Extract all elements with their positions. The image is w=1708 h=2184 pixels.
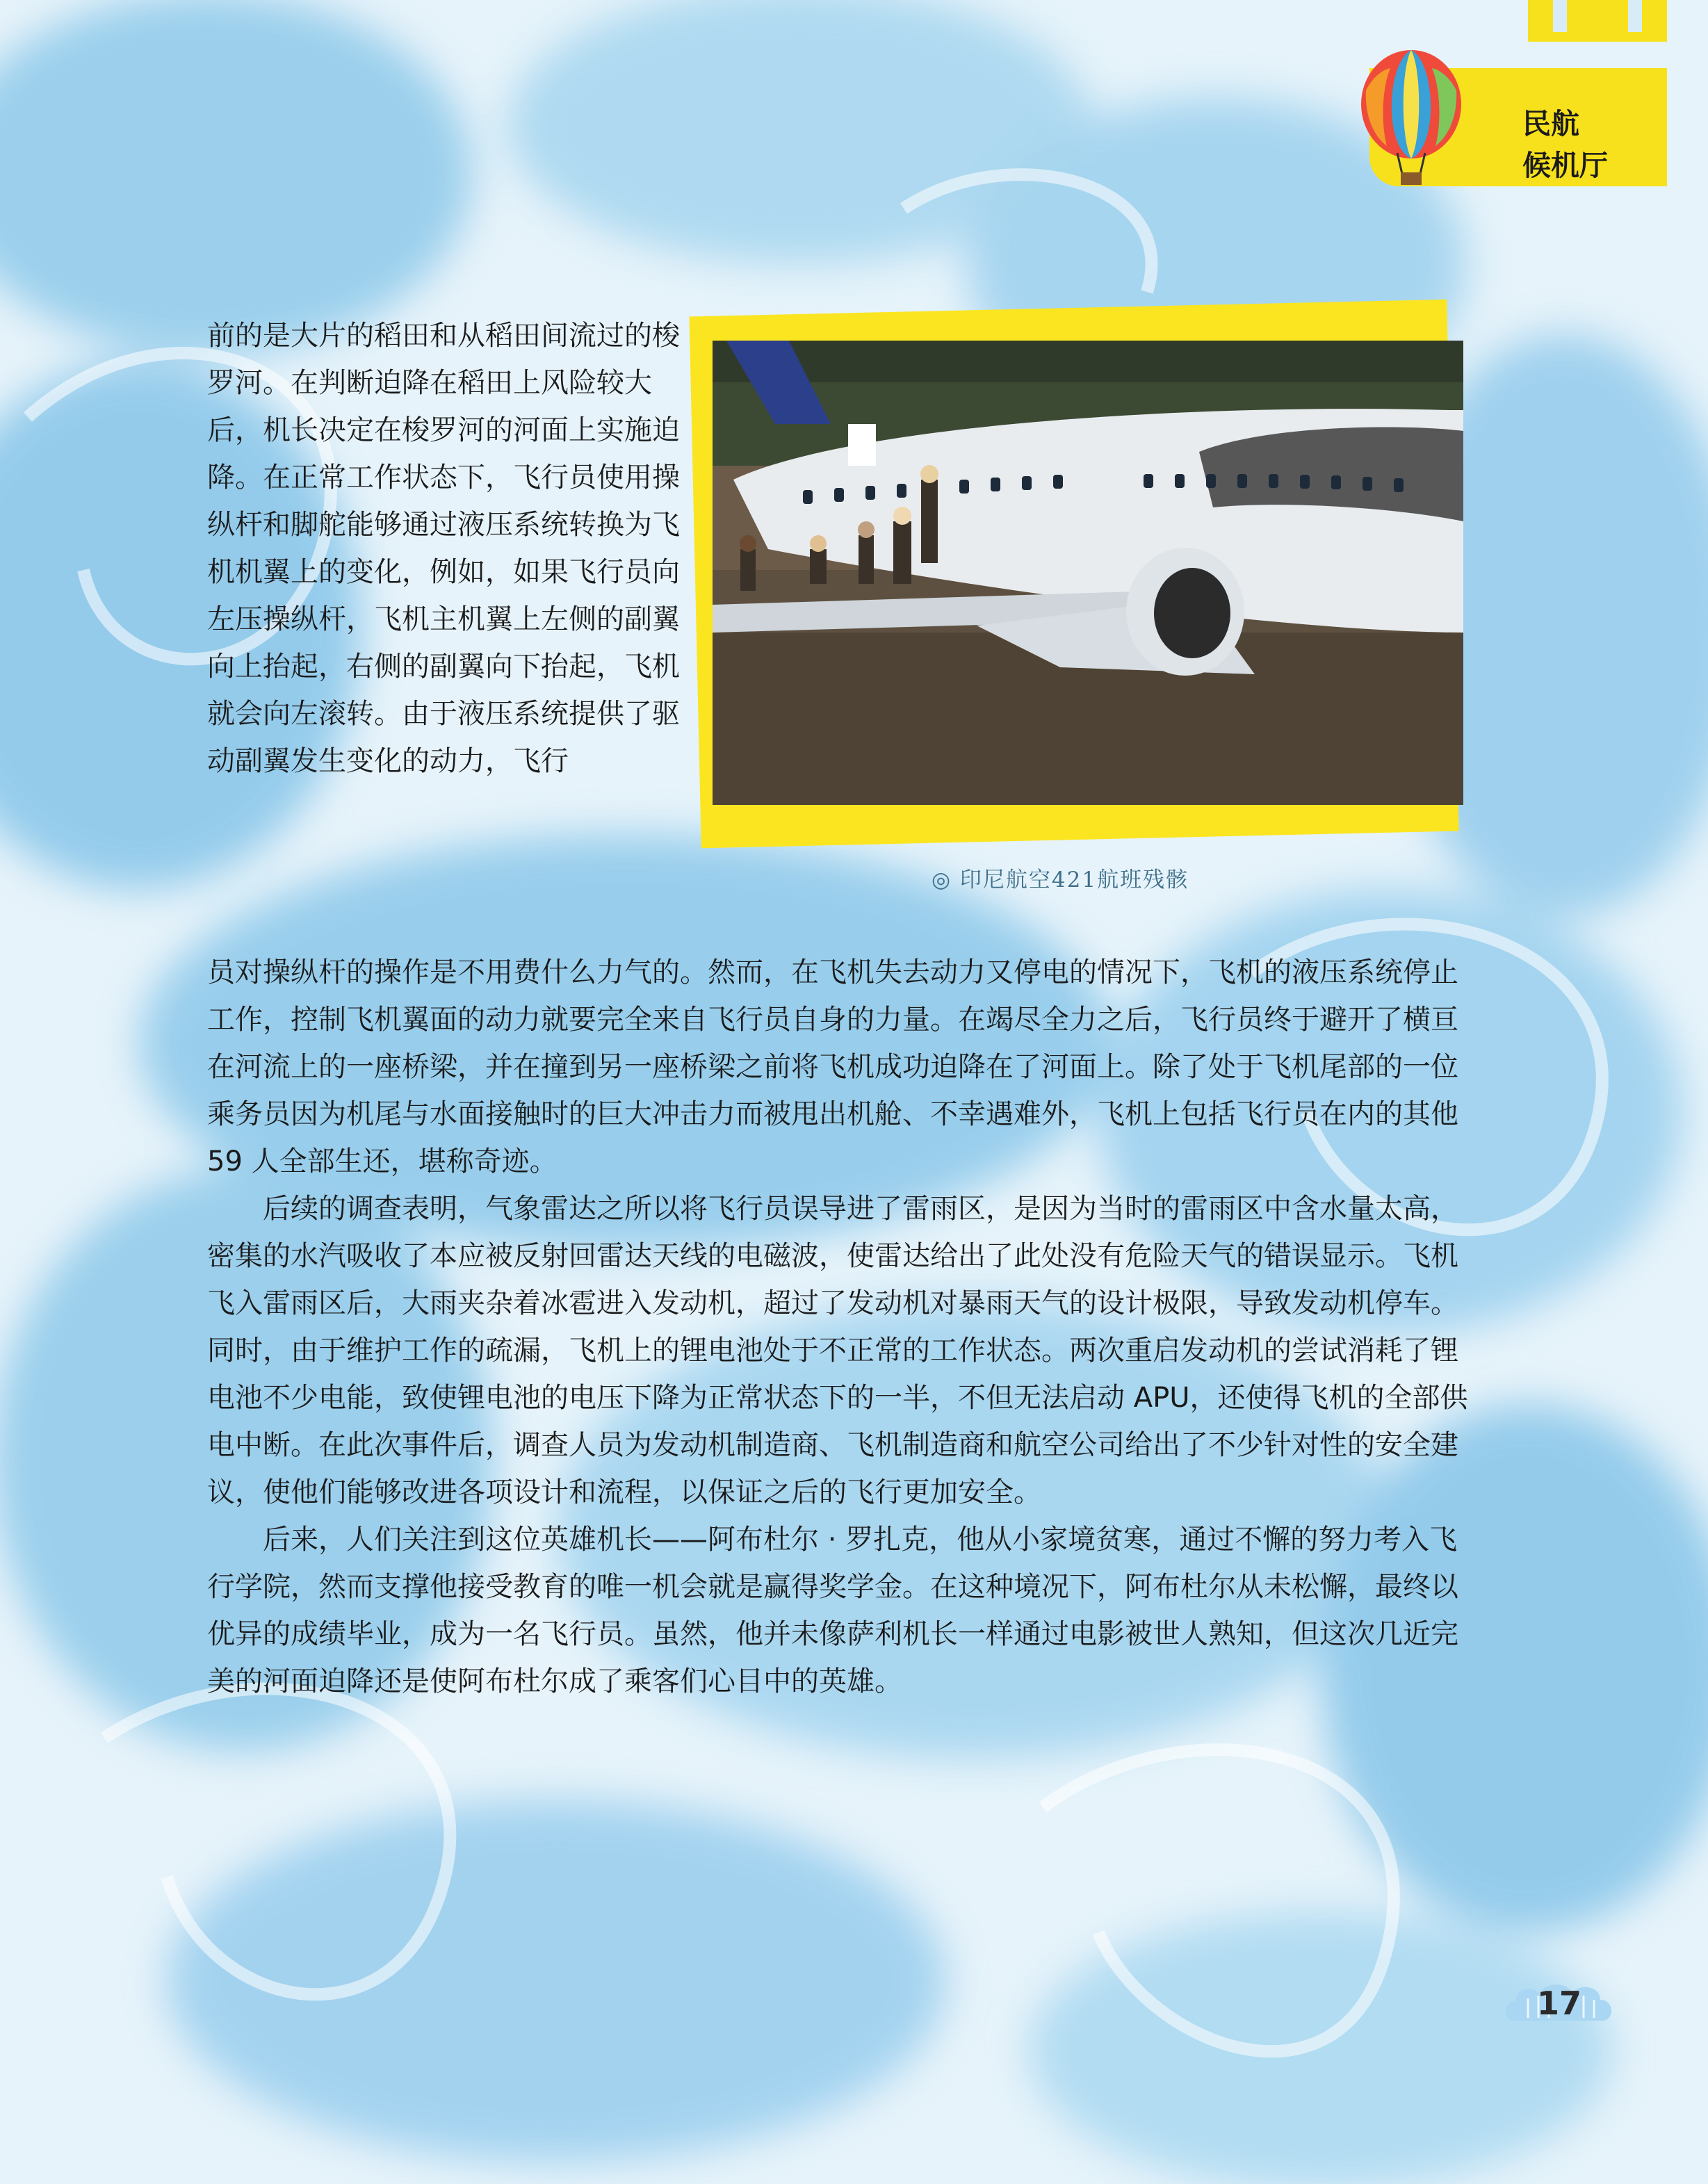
section-title-line1: 民航 [1522,107,1579,140]
paragraph-3: 后续的调查表明，气象雷达之所以将飞行员误导进了雷雨区，是因为当时的雷雨区中含水量太高，密集的水汽吸收了本应被反射回雷达天线的电磁波，使雷达给出了此处没有危险天气的错误显示。飞机飞入雷雨区后，大雨夹杂着冰雹进入发动机，超过了发动机对暴雨天气的设计极限，导致发动机停车。同时，由于维护工作的疏漏，飞机上的锂电池处于不正常的工作状态。两次重启发动机的尝试消耗了锂电池不少电能，致使锂电池的电压下降为正常状态下的一半，不但无法启动 APU，还使得飞机的全部供电中断。在此次事件后，调查人员为发动机制造商、飞机制造商和航空公司给出了不少针对性的安全建议，使他们能够改进各项设计和流程，以保证之后的飞行更加安全。 [207,1193,1468,1508]
body-text-wide [207,949,1479,1705]
page-number: 17 [1536,1985,1581,2022]
header-tab-top [1528,0,1667,42]
wreckage-photo [713,341,1463,805]
paragraph-1: 前的是大片的稻田和从稻田间流过的梭罗河。在判断迫降在稻田上风险较大后，机长决定在梭罗河的河面上实施迫降。在正常工作状态下，飞行员使用操纵杆和脚舵能够通过液压系统转换为飞机机翼上的变化，例如，如果飞行员向左压操纵杆，飞机主机翼上左侧的副翼向上抬起，右侧的副翼向下抬起，飞机就会向左滚转。由于液压系统提供了驱动副翼发生变化的动力，飞行 [207,320,680,777]
hot-air-balloon-icon [1352,49,1470,188]
body-text-narrow [207,312,694,785]
section-title-line2: 候机厅 [1522,149,1608,182]
page-number-badge [1500,1978,1618,2032]
paragraph-2: 员对操纵杆的操作是不用费什么力气的。然而，在飞机失去动力又停电的情况下，飞机的液压系统停止工作，控制飞机翼面的动力就要完全来自飞行员自身的力量。在竭尽全力之后，飞行员终于避开了横亘在河流上的一座桥梁，并在撞到另一座桥梁之前将飞机成功迫降在了河面上。除了处于飞机尾部的一位乘务员因为机尾与水面接触时的巨大冲击力而被甩出机舱、不幸遇难外，飞机上包括飞行员在内的其他 59 人全部生还，堪称奇迹。 [207,956,1458,1177]
paragraph-4: 后来，人们关注到这位英雄机长——阿布杜尔 · 罗扎克，他从小家境贫寒，通过不懈的努力考入飞行学院，然而支撑他接受教育的唯一机会就是赢得奖学金。在这种境况下，阿布杜尔从未松懈，最终以优异的成绩毕业，成为一名飞行员。虽然，他并未像萨利机长一样通过电影被世人熟知，但这次几近完美的河面迫降还是使阿布杜尔成了乘客们心目中的英雄。 [207,1524,1458,1697]
photo-caption: ◎ 印尼航空421航班残骸 [932,867,1189,893]
section-title [1522,103,1608,186]
